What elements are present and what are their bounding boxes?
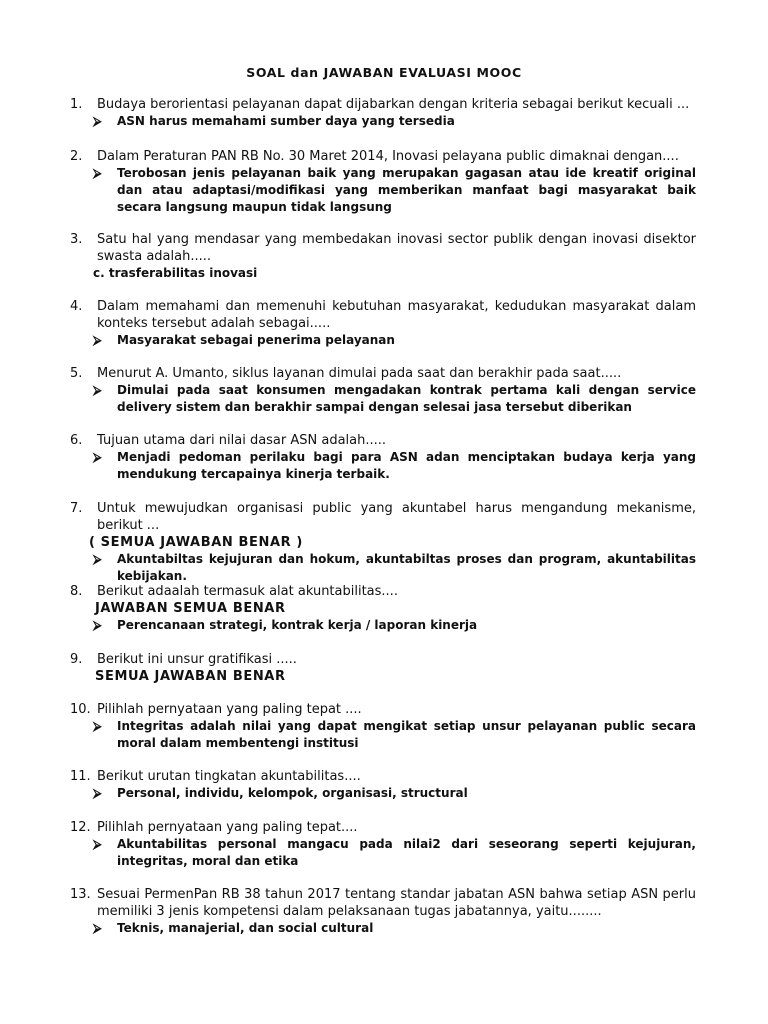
question-text: Dalam memahami dan memenuhi kebutuhan masyarakat, kedudukan masyarakat dalam konteks tersebut adalah sebagai..... <box>97 299 696 331</box>
question-text: Tujuan utama dari nilai dasar ASN adalah..... <box>97 433 387 448</box>
question-item-11 <box>0 768 768 802</box>
question-number: 3. <box>70 232 83 247</box>
arrow-bullet-icon: ⮚ <box>93 786 102 800</box>
question-item-12 <box>0 819 768 870</box>
question-text: Berikut urutan tingkatan akuntabilitas.... <box>97 769 361 784</box>
arrow-bullet-icon: ⮚ <box>93 719 102 733</box>
question-item-5 <box>0 365 768 416</box>
arrow-bullet-icon: ⮚ <box>93 921 102 935</box>
answer <box>93 382 696 416</box>
answer-highlight: SEMUA JAWABAN BENAR <box>95 669 286 684</box>
document-title: SOAL dan JAWABAN EVALUASI MOOC <box>246 65 522 80</box>
question-text: Dalam Peraturan PAN RB No. 30 Maret 2014, Inovasi pelayana public dimaknai dengan.... <box>97 149 679 164</box>
question-item-13 <box>0 886 768 937</box>
answer <box>93 617 696 634</box>
question-item-2 <box>0 148 768 216</box>
answer-text: Dimulai pada saat konsumen mengadakan kontrak pertama kali dengan service delivery sistem dan berakhir sampai dengan selesai jasa tersebut diberikan <box>117 383 696 414</box>
answer <box>93 718 696 752</box>
question-text: Berikut ini unsur gratifikasi ..... <box>97 652 297 667</box>
arrow-bullet-icon: ⮚ <box>93 333 102 347</box>
answer-text: Akuntabilitas personal mangacu pada nilai2 dari seseorang seperti kejujuran, integritas, moral dan etika <box>117 837 696 868</box>
question-number: 8. <box>70 584 83 599</box>
arrow-bullet-icon: ⮚ <box>93 837 102 851</box>
answer <box>93 449 696 483</box>
answer-text: ASN harus memahami sumber daya yang tersedia <box>117 114 455 128</box>
question-number: 2. <box>70 149 83 164</box>
arrow-bullet-icon: ⮚ <box>93 552 102 566</box>
arrow-bullet-icon: ⮚ <box>93 166 102 180</box>
question-number: 6. <box>70 433 83 448</box>
answer-highlight: ( SEMUA JAWABAN BENAR ) <box>89 535 303 550</box>
answer-text: Perencanaan strategi, kontrak kerja / laporan kinerja <box>117 618 478 632</box>
answer <box>93 836 696 870</box>
answer <box>93 113 696 130</box>
question-item-7 <box>0 500 768 585</box>
question-text: Pilihlah pernyataan yang paling tepat.... <box>97 820 358 835</box>
answer-text: Menjadi pedoman perilaku bagi para ASN adan menciptakan budaya kerja yang mendukung tercapainya kinerja terbaik. <box>117 450 696 481</box>
question-text: Satu hal yang mendasar yang membedakan inovasi sector publik dengan inovasi disektor swasta adalah..... <box>97 232 696 264</box>
question-text: Budaya berorientasi pelayanan dapat dijabarkan dengan kriteria sebagai berikut kecuali ... <box>97 97 690 112</box>
question-number: 11. <box>70 769 91 784</box>
arrow-bullet-icon: ⮚ <box>93 383 102 397</box>
question-number: 4. <box>70 299 83 314</box>
question-item-1 <box>0 96 768 130</box>
answer-text: Teknis, manajerial, dan social cultural <box>117 921 374 935</box>
question-text: Menurut A. Umanto, siklus layanan dimulai pada saat dan berakhir pada saat..... <box>97 366 622 381</box>
answer <box>93 920 696 937</box>
question-number: 1. <box>70 97 83 112</box>
arrow-bullet-icon: ⮚ <box>93 114 102 128</box>
answer <box>93 551 696 585</box>
question-text: Untuk mewujudkan organisasi public yang akuntabel harus mengandung mekanisme, berikut ... <box>97 501 696 533</box>
question-number: 12. <box>70 820 91 835</box>
question-item-6 <box>0 432 768 483</box>
answer <box>93 785 696 802</box>
question-item-10 <box>0 701 768 752</box>
answer <box>93 332 696 349</box>
answer-text: c. trasferabilitas inovasi <box>93 266 258 280</box>
question-text: Pilihlah pernyataan yang paling tepat .... <box>97 702 362 717</box>
answer-text: Terobosan jenis pelayanan baik yang merupakan gagasan atau ide kreatif original dan atau adaptasi/modifikasi yang memberikan manfaat bagi masyarakat baik secara langsung maupun tidak langsung <box>117 166 696 214</box>
question-item-3 <box>0 231 768 282</box>
question-text: Berikut adaalah termasuk alat akuntabilitas.... <box>97 584 398 599</box>
answer-text: Akuntabiltas kejujuran dan hokum, akuntabiltas proses dan program, akuntabilitas kebijakan. <box>117 552 696 583</box>
question-number: 9. <box>70 652 83 667</box>
answer-text: Masyarakat sebagai penerima pelayanan <box>117 333 395 347</box>
arrow-bullet-icon: ⮚ <box>93 618 102 632</box>
question-number: 5. <box>70 366 83 381</box>
arrow-bullet-icon: ⮚ <box>93 450 102 464</box>
question-item-8 <box>0 583 768 634</box>
question-number: 13. <box>70 887 91 902</box>
question-item-9 <box>0 651 768 685</box>
question-number: 7. <box>70 501 83 516</box>
question-text: Sesuai PermenPan RB 38 tahun 2017 tentang standar jabatan ASN bahwa setiap ASN perlu memiliki 3 jenis kompetensi dalam pelaksanaan tugas jabatannya, yaitu........ <box>97 887 696 919</box>
question-item-4 <box>0 298 768 349</box>
answer-text: Personal, individu, kelompok, organisasi, structural <box>117 786 468 800</box>
question-number: 10. <box>70 702 91 717</box>
answer-text: Integritas adalah nilai yang dapat mengikat setiap unsur pelayanan public secara moral dalam membentengi institusi <box>117 719 696 750</box>
answer <box>93 165 696 216</box>
answer-highlight: JAWABAN SEMUA BENAR <box>95 601 286 616</box>
